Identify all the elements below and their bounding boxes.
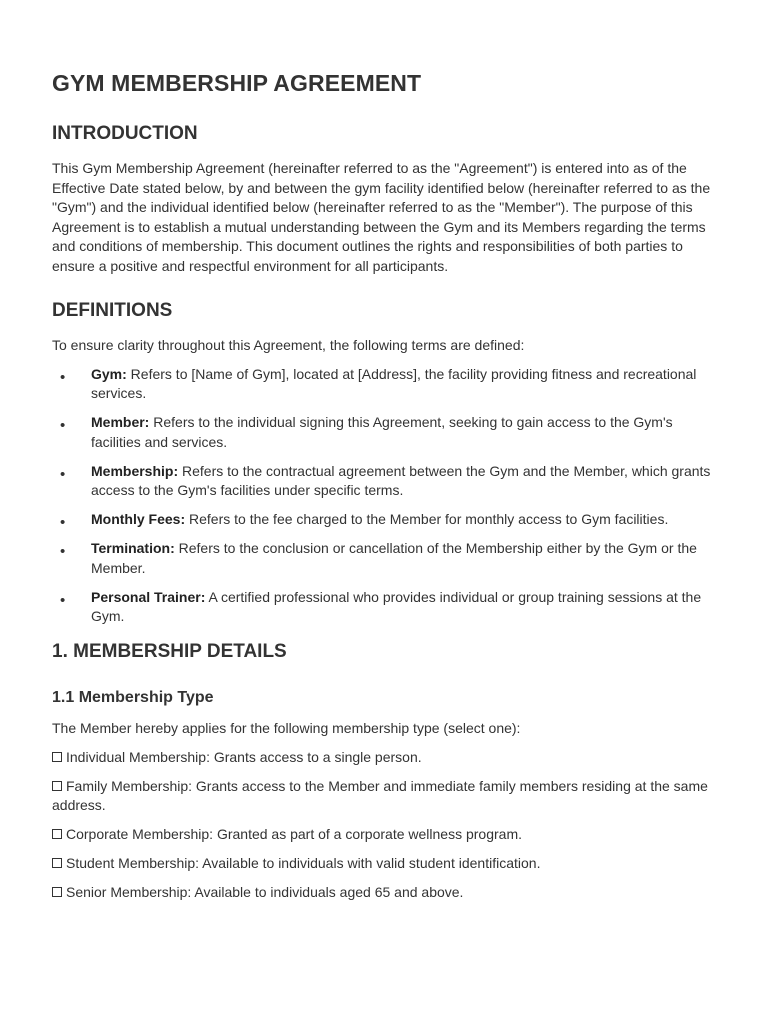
bullet-icon: • xyxy=(60,417,66,434)
definition-text: Refers to the individual signing this Agreement, seeking to gain access to the Gym's facilities and services. xyxy=(91,414,673,450)
option-family-membership[interactable] xyxy=(52,777,724,816)
definition-text: Refers to [Name of Gym], located at [Address], the facility providing fitness and recreational services. xyxy=(91,365,697,401)
introduction-paragraph: This Gym Membership Agreement (hereinafter referred to as the "Agreement") is entered into as of the Effective Date stated below, by and between the gym facility identified below (hereinafter referred to as the "Gym") and the individual identified below (hereinafter referred to as the "Member"). The purpose of this Agreement is to establish a mutual understanding between the Gym and its Members regarding the terms and conditions of membership. This document outlines the rights and responsibilities of both parties to ensure a positive and respectful environment for all participants. xyxy=(52,160,711,274)
definition-item-member xyxy=(52,413,724,452)
option-label: Family Membership: Grants access to the Member and immediate family members residing at the same address. xyxy=(52,777,708,813)
bullet-icon: • xyxy=(60,465,66,483)
definitions-heading: DEFINITIONS xyxy=(52,300,173,321)
definition-item-termination xyxy=(52,539,724,578)
definition-text: Refers to the conclusion or cancellation of the Membership either by the Gym or the Member. xyxy=(91,540,697,576)
option-label: Senior Membership: Available to individuals aged 65 and above. xyxy=(66,884,464,900)
definition-item-personal-trainer xyxy=(52,588,724,627)
checkbox-icon[interactable] xyxy=(52,829,62,839)
option-label: Individual Membership: Grants access to a single person. xyxy=(66,748,422,765)
option-corporate-membership[interactable] xyxy=(52,825,724,845)
definition-item-gym xyxy=(52,365,724,404)
bullet-icon: • xyxy=(60,543,66,560)
checkbox-icon[interactable] xyxy=(52,752,62,762)
option-student-membership[interactable] xyxy=(52,854,724,874)
definitions-list xyxy=(52,365,724,627)
checkbox-icon[interactable] xyxy=(52,887,62,897)
option-label: Student Membership: Available to individuals with valid student identification. xyxy=(66,855,541,871)
option-individual-membership[interactable] xyxy=(52,748,724,768)
definition-term: Gym: xyxy=(91,365,127,382)
membership-type-lead: The Member hereby applies for the following membership type (select one): xyxy=(52,719,521,736)
definition-item-membership xyxy=(52,462,724,501)
definition-term: Monthly Fees: xyxy=(91,511,186,527)
definition-text: A certified professional who provides individual or group training sessions at the Gym. xyxy=(91,588,702,624)
definition-term: Termination: xyxy=(91,540,175,556)
page-title: GYM MEMBERSHIP AGREEMENT xyxy=(52,70,422,96)
definition-item-monthly-fees xyxy=(52,510,724,530)
checkbox-icon[interactable] xyxy=(52,858,62,868)
membership-details-heading: 1. MEMBERSHIP DETAILS xyxy=(52,640,287,662)
definition-term: Personal Trainer: xyxy=(91,588,206,605)
bullet-icon: • xyxy=(60,591,66,609)
definition-text: Refers to the fee charged to the Member for monthly access to Gym facilities. xyxy=(185,511,669,527)
membership-type-heading: 1.1 Membership Type xyxy=(52,688,214,706)
definitions-lead: To ensure clarity throughout this Agreement, the following terms are defined: xyxy=(52,337,525,353)
definition-term: Membership: xyxy=(91,462,179,479)
option-senior-membership[interactable] xyxy=(52,883,724,903)
definition-term: Member: xyxy=(91,414,150,430)
definition-text: Refers to the contractual agreement between the Gym and the Member, which grants access to the Gym's facilities under specific terms. xyxy=(91,462,711,498)
checkbox-icon[interactable] xyxy=(52,781,62,791)
introduction-heading: INTRODUCTION xyxy=(52,123,198,144)
document-body xyxy=(52,70,724,903)
option-label: Corporate Membership: Granted as part of a corporate wellness program. xyxy=(66,826,522,842)
bullet-icon: • xyxy=(60,368,66,386)
bullet-icon: • xyxy=(60,514,66,531)
